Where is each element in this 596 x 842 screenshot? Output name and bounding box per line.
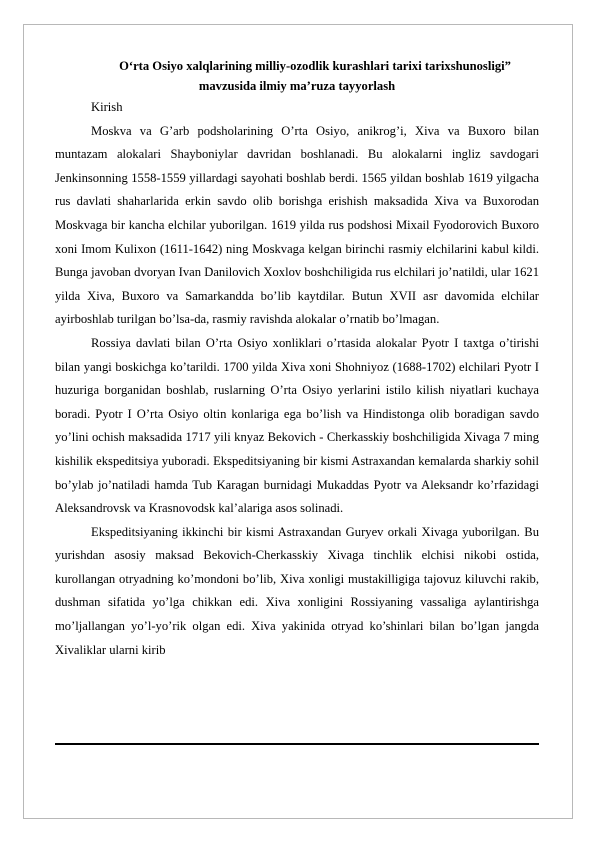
paragraph-3: Ekspeditsiyaning ikkinchi bir kismi Astraxandan Guryev orkali Xivaga yuborilgan. Bu yurishdan asosiy maksad Bekovich-Cherkasskiy Xivaga tinchlik elchisi nikobi ostida, kurollangan otryadning ko’mondoni bo’lib, Xiva xonligi mustakilligiga tajovuz kiluvchi rakib, dushman sifatida yo’lga chikkan edi. Xiva xonligini Rossiyaning vassaliga aylantirishga mo’ljallangan yo’l-yo’rik olgan edi. Xiva yakinida otryad ko’shinlari bilan bo’lgan jangda Xivaliklar ularni kirib bbox=[55, 524, 539, 657]
paragraph-1: Moskva va G’arb podsholarining O’rta Osiyo, anikrog’i, Xiva va Buxoro bilan muntazam alokalari Shayboniylar davridan boshlanadi. Bu alokalarni ingliz savdogari Jenkinsonning 1558-1559 yillardagi sayohati boshlab berdi. 1565 yildan boshlab 1619 yilgacha rus davlati shaharlarida erkin savdo olib borishga erishish maksadida Xiva va Buxorodan Moskvaga bir kancha elchilar yuborilgan. 1619 yilda rus podshosi Mixail Fyodorovich Buxoro xoni Imom Kulixon (1611-1642) ning Moskvaga kelgan birinchi rasmiy elchilarini kabul kildi. Bunga javoban dvoryan Ivan Danilovich Xoxlov boshchiligida rus elchilari jo’natildi, ular 1621 yilda Xiva, Buxoro va Samarkandda bo’lib kaytdilar. Butun XVII asr davomida elchilar ayirboshlab turilgan bo’lsa-da, rasmiy ravishda alokalar o’rnatib bo’lmagan. bbox=[55, 123, 539, 327]
paragraph-2: Rossiya davlati bilan O’rta Osiyo xonliklari o’rtasida alokalar Pyotr I taxtga o’tirishi bilan yangi boskichga ko’tarildi. 1700 yilda Xiva xoni Shohniyoz (1688-1702) elchilari Pyotr I huzuriga borganidan boshlab, ruslarning O’rta Osiyo yerlarini istilo kilish niyatlari kuchaya boradi. Pyotr I O’rta Osiyo oltin konlariga ega bo’lish va Hindistonga olib boradigan savdo yo’lini ochish maksadida 1717 yili knyaz Bekovich - Cherkasskiy boshchiligida Xivaga 7 ming kishilik ekspeditsiya yuboradi. Ekspeditsiyaning bir kismi Astraxandan kemalarda sharkiy sohil bo’ylab jo’natiladi hamda Tub Karagan burnidagi Mukaddas Pyotr va Aleksandr ko’rfazidagi Aleksandrovsk va Krasnovodsk kal’alariga asos solinadi. bbox=[55, 335, 539, 516]
title-line-2: mavzusida ilmiy ma’ruza tayyorlash bbox=[198, 79, 396, 93]
document-title bbox=[55, 56, 539, 96]
title-line-1: O‘rta Osiyo xalqlarining milliy-ozodlik kurashlari tarixi tarixshunosligi” bbox=[119, 59, 511, 73]
footer-rule bbox=[55, 743, 539, 745]
document-body bbox=[55, 56, 539, 662]
section-heading: Kirish bbox=[91, 100, 123, 114]
